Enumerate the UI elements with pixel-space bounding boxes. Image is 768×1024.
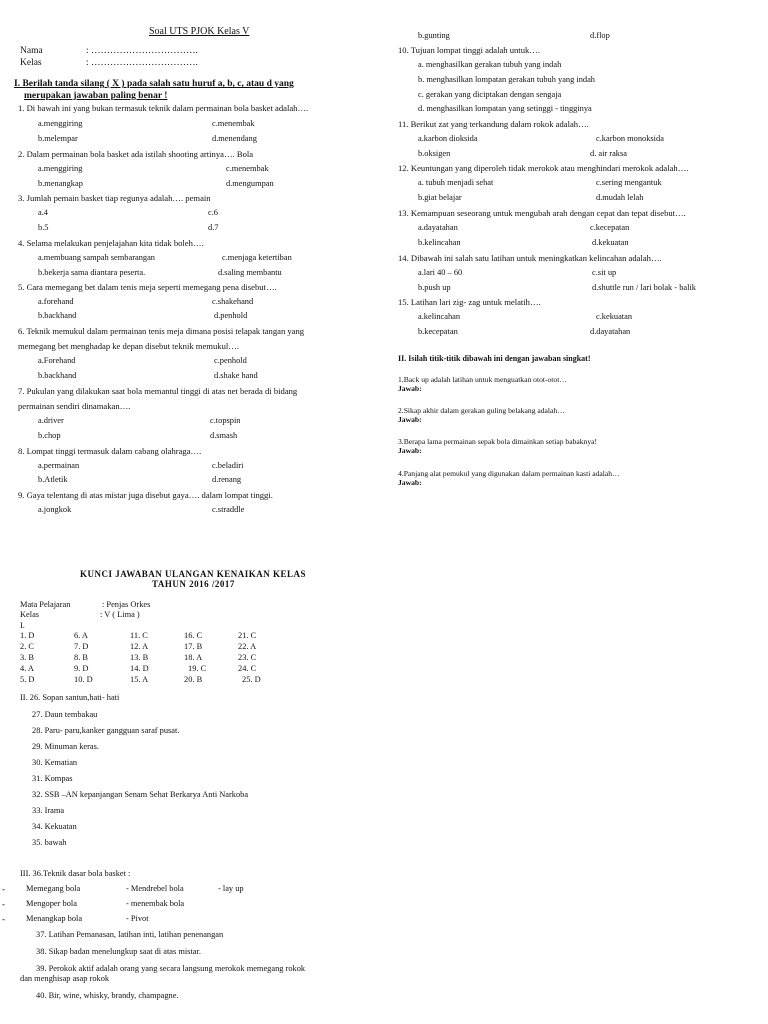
answer-cell: 24. C bbox=[238, 664, 257, 673]
question-text: 10. Tujuan lompat tinggi adalah untuk…. bbox=[398, 45, 541, 55]
option-d: d.mengumpan bbox=[226, 179, 274, 188]
option-b: b.push up bbox=[418, 283, 451, 292]
option-c: c.menembak bbox=[226, 164, 269, 173]
class-label: Kelas bbox=[20, 610, 40, 619]
answer-cell: 13. B bbox=[130, 653, 149, 662]
option-b: b.gunting bbox=[418, 31, 450, 40]
kelas-field: : ……………………………. bbox=[86, 58, 198, 68]
answer-cell: 18. A bbox=[184, 653, 203, 662]
nama-row bbox=[20, 46, 198, 57]
answer-cell: 19. C bbox=[188, 664, 207, 673]
option-a: a.4 bbox=[38, 208, 48, 217]
question-text-cont: permainan sendiri dinamakan…. bbox=[18, 401, 131, 411]
answer-line-cont: dan menghisap asap rokok bbox=[20, 974, 110, 983]
technique-item: - Mendrebel bola bbox=[126, 884, 184, 893]
answer-cell: 8. B bbox=[74, 653, 88, 662]
question-text: 11. Berikut zat yang terkandung dalam rokok adalah…. bbox=[398, 119, 589, 129]
kelas-label: Kelas bbox=[20, 58, 42, 68]
section-2-title: II. Isilah titik-titik dibawah ini dengan jawaban singkat! bbox=[398, 354, 591, 363]
option-d: d.renang bbox=[212, 475, 242, 484]
essay-question: 1.Back up adalah latihan untuk menguatkan otot-otot… bbox=[398, 375, 567, 384]
answer-cell: 20. B bbox=[184, 675, 203, 684]
instruction-line-2: merupakan jawaban paling benar ! bbox=[24, 90, 168, 101]
answer-cell: 15. A bbox=[130, 675, 149, 684]
answer-cell: 10. D bbox=[74, 675, 93, 684]
essay-question: 3.Berapa lama permainan sepak bola dimainkan setiap babaknya! bbox=[398, 437, 598, 446]
question-text: 7. Pukulan yang dilakukan saat bola memantul tinggi di atas net berada di bidang bbox=[18, 386, 298, 396]
nama-field: : ……………………………. bbox=[86, 46, 198, 56]
option-d: d. air raksa bbox=[590, 149, 627, 158]
option-c: c.karbon monoksida bbox=[596, 134, 664, 143]
option-a: a.forehand bbox=[38, 297, 74, 306]
question-text: 9. Gaya telentang di atas mistar juga disebut gaya…. dalam lompat tinggi. bbox=[18, 490, 273, 500]
option-d: d.flop bbox=[590, 31, 610, 40]
option-a: a.menggiring bbox=[38, 164, 83, 173]
option-c: c.6 bbox=[208, 208, 218, 217]
answer-line: 27. Daun tembakau bbox=[32, 710, 98, 719]
option-d: d.menendang bbox=[212, 134, 257, 143]
option-d: d.mudah lelah bbox=[596, 193, 644, 202]
subject-value: : Penjas Orkes bbox=[102, 600, 151, 609]
option-a: a.jongkok bbox=[38, 505, 72, 514]
question-text: 15. Latihan lari zig- zag untuk melatih…. bbox=[398, 297, 541, 307]
answer-line: 30. Kematian bbox=[32, 758, 78, 767]
answer-cell: 12. A bbox=[130, 642, 149, 651]
section-1-label: I. bbox=[20, 621, 25, 630]
answer-cell: 4. A bbox=[20, 664, 34, 673]
option-c: c.topspin bbox=[210, 416, 241, 425]
option-b: b.bekerja sama diantara peserta. bbox=[38, 268, 146, 277]
question-text: 3. Jumlah pemain basket tiap regunya adalah…. pemain bbox=[18, 193, 211, 203]
option-d: d.shuttle run / lari bolak - balik bbox=[592, 283, 696, 292]
option-d: d. menghasilkan lompatan yang setinggi - tingginya bbox=[418, 104, 592, 113]
technique-item: Mengoper bola bbox=[26, 899, 77, 908]
answer-key-title: KUNCI JAWABAN ULANGAN KENAIKAN KELAS bbox=[80, 569, 307, 579]
option-a: a.membuang sampah sembarangan bbox=[38, 253, 155, 262]
question-text: 6. Teknik memukul dalam permainan tenis meja dimana posisi telapak tangan yang bbox=[18, 326, 305, 336]
option-d: d.kekuatan bbox=[592, 238, 629, 247]
answer-line: 37. Latihan Pemanasan, latihan inti, latihan penenangan bbox=[36, 930, 224, 939]
answer-cell: 6. A bbox=[74, 631, 88, 640]
class-value: : V ( Lima ) bbox=[100, 610, 140, 619]
bullet-dash: - bbox=[2, 884, 5, 894]
option-b: b.oksigen bbox=[418, 149, 451, 158]
answer-line: 38. Sikap badan menelungkup saat di atas mistar. bbox=[36, 947, 201, 956]
technique-item: Menangkap bola bbox=[26, 914, 83, 923]
instruction-line-1: I. Berilah tanda silang ( X ) pada salah satu huruf a, b, c, atau d yang bbox=[14, 79, 294, 89]
question-text: 4. Selama melakukan penjelajahan kita tidak boleh…. bbox=[18, 238, 204, 248]
option-c: c.penhold bbox=[214, 356, 247, 365]
answer-line: 35. bawah bbox=[32, 838, 67, 847]
option-b: b.kecepatan bbox=[418, 327, 458, 336]
option-b: b.backhand bbox=[38, 311, 77, 320]
answer-line: 39. Perokok aktif adalah orang yang secara langsung merokok memegang rokok bbox=[36, 964, 306, 973]
option-d: d.saling membantu bbox=[218, 268, 282, 277]
option-b: b.kelincahan bbox=[418, 238, 461, 247]
jawab-label: Jawab: bbox=[398, 384, 422, 393]
option-a: a. menghasilkan gerakan tubuh yang indah bbox=[418, 60, 562, 69]
answer-cell: 23. C bbox=[238, 653, 257, 662]
option-b: b. menghasilkan lompatan gerakan tubuh yang indah bbox=[418, 75, 595, 84]
answer-cell: 25. D bbox=[242, 675, 261, 684]
option-a: a.dayatahan bbox=[418, 223, 458, 232]
kelas-row bbox=[20, 58, 198, 69]
technique-item: - lay up bbox=[218, 884, 244, 893]
answer-key-year: TAHUN 2016 /2017 bbox=[152, 579, 235, 589]
option-d: d.shake hand bbox=[214, 371, 258, 380]
option-b: b.giat belajar bbox=[418, 193, 462, 202]
answer-cell: 2. C bbox=[20, 642, 34, 651]
option-d: d.7 bbox=[208, 223, 219, 232]
option-a: a.permainan bbox=[38, 461, 80, 470]
option-c: c. gerakan yang diciptakan dengan sengaja bbox=[418, 90, 562, 99]
answer-line: 29. Minuman keras. bbox=[32, 742, 99, 751]
option-c: c.beladiri bbox=[212, 461, 244, 470]
option-a: a.Forehand bbox=[38, 356, 76, 365]
option-b: b.melempar bbox=[38, 134, 78, 143]
option-b: b.menangkap bbox=[38, 179, 83, 188]
answer-cell: 11. C bbox=[130, 631, 148, 640]
page-title: Soal UTS PJOK Kelas V bbox=[149, 26, 250, 37]
bullet-dash: - bbox=[2, 914, 5, 924]
jawab-label: Jawab: bbox=[398, 478, 422, 487]
question-text: 8. Lompat tinggi termasuk dalam cabang olahraga…. bbox=[18, 446, 202, 456]
jawab-label: Jawab: bbox=[398, 415, 422, 424]
question-text: 14. Dibawah ini salah satu latihan untuk meningkatkan kelincahan adalah…. bbox=[398, 253, 662, 263]
option-a: a.lari 40 – 60 bbox=[418, 268, 463, 277]
technique-item: - menembak bola bbox=[126, 899, 185, 908]
essay-question: 2.Sikap akhir dalam gerakan guling belakang adalah… bbox=[398, 406, 565, 415]
option-a: a.driver bbox=[38, 416, 64, 425]
option-d: d.penhold bbox=[214, 311, 248, 320]
answer-line: 28. Paru- paru,kanker gangguan saraf pusat. bbox=[32, 726, 180, 735]
instruction bbox=[14, 79, 344, 103]
option-b: b.Atletik bbox=[38, 475, 68, 484]
option-d: d.smash bbox=[210, 431, 238, 440]
option-b: b.chop bbox=[38, 431, 61, 440]
answer-line: 40. Bir, wine, whisky, brandy, champagne. bbox=[36, 991, 179, 1000]
subject-label: Mata Pelajaran bbox=[20, 600, 71, 609]
question-text: 12. Keuntungan yang diperoleh tidak merokok atau menghindari merokok adalah…. bbox=[398, 163, 689, 173]
answer-cell: 16. C bbox=[184, 631, 203, 640]
bullet-dash: - bbox=[2, 899, 5, 909]
answer-cell: 22. A bbox=[238, 642, 257, 651]
question-text: 13. Kemampuan seseorang untuk mengubah arah dengan cepat dan tepat disebut…. bbox=[398, 208, 686, 218]
technique-item: Memegang bola bbox=[26, 884, 81, 893]
jawab-label: Jawab: bbox=[398, 446, 422, 455]
option-c: c.sit up bbox=[592, 268, 617, 277]
answer-cell: 14. D bbox=[130, 664, 149, 673]
option-c: c.sering mengantuk bbox=[596, 178, 662, 187]
answer-cell: 3. B bbox=[20, 653, 34, 662]
option-c: c.shakehand bbox=[212, 297, 254, 306]
answer-line: II. 26. Sopan santun,hati- hati bbox=[20, 693, 120, 702]
section-3-title: III. 36.Teknik dasar bola basket : bbox=[20, 869, 131, 878]
option-c: c.kecepatan bbox=[590, 223, 630, 232]
answer-cell: 17. B bbox=[184, 642, 203, 651]
option-b: b.backhand bbox=[38, 371, 77, 380]
option-d: d.dayatahan bbox=[590, 327, 631, 336]
answer-line: 31. Kompas bbox=[32, 774, 73, 783]
option-a: a.karbon dioksida bbox=[418, 134, 478, 143]
answer-cell: 1. D bbox=[20, 631, 35, 640]
question-text: 1. Di bawah ini yang bukan termasuk teknik dalam permainan bola basket adalah…. bbox=[18, 103, 309, 113]
answer-cell: 5. D bbox=[20, 675, 35, 684]
option-a: a. tubuh menjadi sehat bbox=[418, 178, 494, 187]
answer-cell: 9. D bbox=[74, 664, 89, 673]
answer-cell: 21. C bbox=[238, 631, 257, 640]
nama-label: Nama bbox=[20, 46, 43, 56]
option-a: a.menggiring bbox=[38, 119, 83, 128]
question-text: 5. Cara memegang bet dalam tenis meja seperti memegang pena disebut…. bbox=[18, 282, 277, 292]
option-a: a.kelincahan bbox=[418, 312, 461, 321]
answer-line: 34. Kekuatan bbox=[32, 822, 77, 831]
answer-line: 32. SSB –AN kepanjangan Senam Sehat Berkarya Anti Narkoba bbox=[32, 790, 249, 799]
option-b: b.5 bbox=[38, 223, 49, 232]
option-c: c.kekuatan bbox=[596, 312, 633, 321]
essay-question: 4.Panjang alat pemukul yang digunakan dalam permainan kasti adalah… bbox=[398, 469, 620, 478]
answer-line: 33. Irama bbox=[32, 806, 65, 815]
option-c: c.straddle bbox=[212, 505, 245, 514]
technique-item: - Pivot bbox=[126, 914, 149, 923]
answer-cell: 7. D bbox=[74, 642, 89, 651]
question-text-cont: memegang bet menghadap ke depan disebut teknik memukul…. bbox=[18, 341, 239, 351]
option-c: c.menjaga ketertiban bbox=[222, 253, 292, 262]
option-c: c.menembak bbox=[212, 119, 255, 128]
question-text: 2. Dalam permainan bola basket ada istilah shooting artinya…. Bola bbox=[18, 149, 254, 159]
